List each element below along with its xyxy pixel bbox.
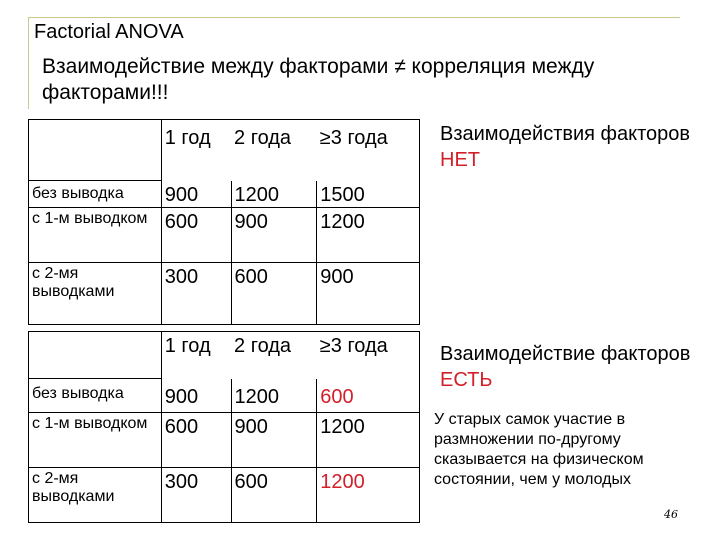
cell-value: 900	[161, 181, 231, 208]
note-highlight: НЕТ	[440, 149, 480, 171]
corner-cell	[29, 120, 162, 181]
cell-value: 1200	[317, 207, 420, 262]
cell-value: 300	[161, 262, 231, 324]
cell-value: 1200	[317, 413, 420, 468]
cell-value: 600	[231, 468, 317, 523]
row-label: без выводка	[29, 181, 162, 208]
note-text: Взаимодействие факторов	[440, 343, 691, 365]
cell-value: 900	[231, 413, 317, 468]
page-number: 46	[664, 508, 678, 521]
column-header: 1 год	[161, 120, 231, 181]
cell-value: 1500	[317, 181, 420, 208]
cell-value: 1200	[317, 468, 420, 523]
table-row	[29, 468, 420, 523]
interaction-explanation: У старых самок участие в размножении по-другому сказывается на физическом состоянии, чем у молодых	[434, 411, 644, 488]
row-label: с 1-м выводком	[29, 207, 162, 262]
cell-value: 600	[317, 379, 420, 413]
corner-cell	[29, 332, 162, 379]
table-header-row	[29, 332, 420, 379]
table-header-row	[29, 120, 420, 181]
note-text: Взаимодействия факторов	[440, 123, 691, 145]
cell-value: 600	[231, 262, 317, 324]
note-no-interaction	[440, 121, 700, 173]
cell-value: 900	[231, 207, 317, 262]
table-row	[29, 181, 420, 208]
column-header: 1 год	[161, 332, 231, 379]
cell-value: 900	[317, 262, 420, 324]
column-header: ≥3 года	[317, 120, 420, 181]
cell-value: 600	[161, 413, 231, 468]
slide-subtitle: Взаимодействие между факторами ≠ корреляция между факторами!!!	[42, 55, 595, 104]
title-frame-left	[28, 17, 29, 109]
cell-value: 600	[161, 207, 231, 262]
title-frame-top	[28, 17, 680, 18]
note-with-interaction	[440, 341, 700, 393]
table-no-interaction	[28, 119, 420, 325]
cell-value: 1200	[231, 379, 317, 413]
table-row	[29, 262, 420, 324]
cell-value: 300	[161, 468, 231, 523]
cell-value: 1200	[231, 181, 317, 208]
row-label: с 1-м выводком	[29, 413, 162, 468]
column-header: 2 года	[231, 332, 317, 379]
row-label: без выводка	[29, 379, 162, 413]
column-header: 2 года	[231, 120, 317, 181]
column-header: ≥3 года	[317, 332, 420, 379]
note-highlight: ЕСТЬ	[440, 369, 493, 391]
table-row	[29, 379, 420, 413]
table-row	[29, 207, 420, 262]
slide-heading: Factorial ANOVA	[34, 21, 184, 43]
row-label: с 2-мя выводками	[29, 468, 162, 523]
cell-value: 900	[161, 379, 231, 413]
row-label: с 2-мя выводками	[29, 262, 162, 324]
table-row	[29, 413, 420, 468]
table-with-interaction	[28, 331, 420, 523]
